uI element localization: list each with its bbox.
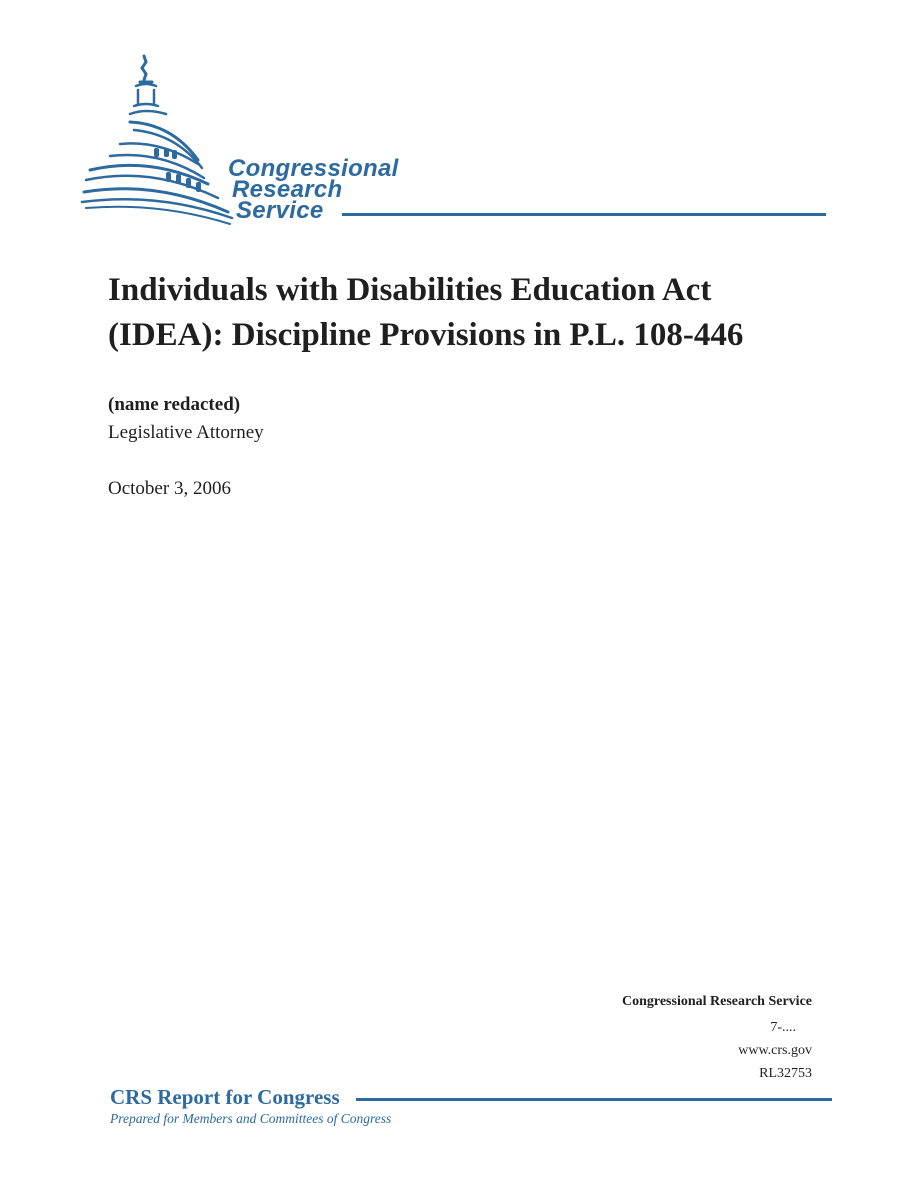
crs-org-name: Congressional Research Service: [621, 994, 812, 1009]
report-date: October 3, 2006: [108, 478, 231, 499]
author-name: (name redacted): [108, 394, 241, 415]
logo-text-congressional: Congressional: [228, 155, 399, 182]
crs-contact-block: [622, 990, 812, 1085]
logo-text-service: Service: [236, 197, 324, 224]
crs-logo: [80, 52, 840, 227]
report-title: [108, 268, 868, 358]
logo-text-research: Research: [232, 176, 343, 203]
report-title-line-2: (IDEA): Discipline Provisions in P.L. 108-446: [108, 317, 744, 353]
footer-subtitle: Prepared for Members and Committees of Congress: [110, 1111, 392, 1126]
footer-title: CRS Report for Congress: [110, 1085, 340, 1109]
crs-website: www.crs.gov: [738, 1043, 812, 1058]
report-title-line-1: Individuals with Disabilities Education Act: [108, 272, 712, 308]
crs-phone: 7-....: [770, 1020, 796, 1035]
author-role: Legislative Attorney: [108, 422, 264, 443]
footer-rule: [356, 1098, 832, 1101]
capitol-dome-icon: [80, 52, 240, 227]
crs-report-number: RL32753: [759, 1066, 812, 1081]
logo-rule: [342, 213, 826, 216]
